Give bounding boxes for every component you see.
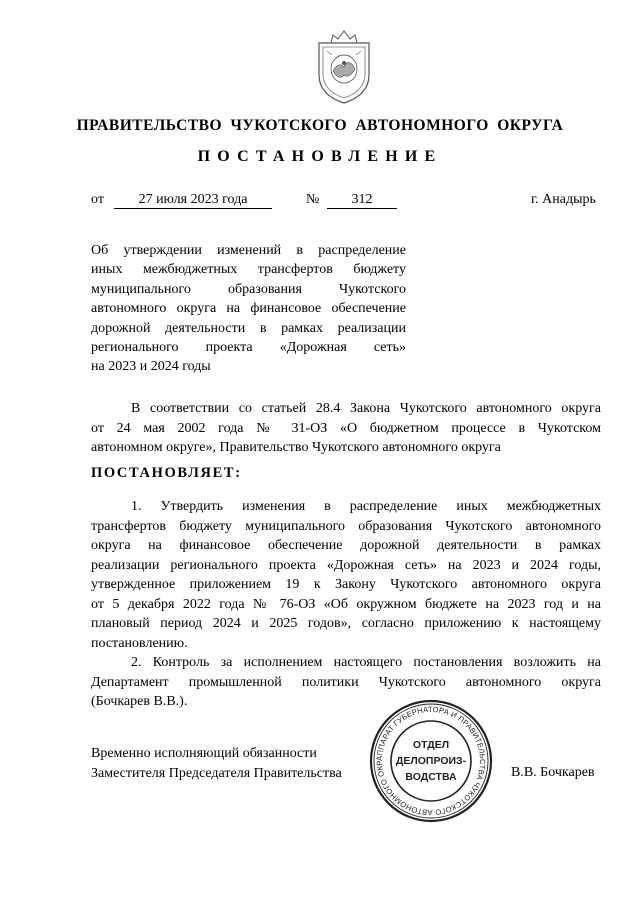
position-line: Временно исполняющий обязанности — [91, 746, 317, 761]
item-2-line: Департамент промышленной политики Чукотского автономного округа — [91, 674, 601, 690]
title-line: автономного округа на финансовое обеспечение — [91, 301, 406, 317]
title-line: иных межбюджетных трансфертов бюджету — [91, 262, 406, 278]
title-line: дорожной деятельности в рамках реализации — [91, 320, 406, 336]
item-1-line: реализации регионального проекта «Дорожная сеть» на 2023 и 2024 годы, — [91, 557, 601, 573]
date-value: 27 июля 2023 года — [114, 192, 272, 209]
signatory-position — [91, 744, 342, 784]
city: г. Анадырь — [531, 192, 596, 207]
document-number — [327, 192, 397, 209]
preamble-line: В соответствии со статьей 28.4 Закона Чукотского автономного округа — [131, 401, 601, 416]
title-line: муниципального образования Чукотского — [91, 281, 406, 297]
item-2-line: (Бочкарев В.В.). — [91, 694, 188, 709]
document-type: ПОСТАНОВЛЕНИЕ — [197, 148, 443, 165]
item-1-line: постановлению. — [91, 635, 188, 651]
title-line: на 2023 и 2024 годы — [91, 359, 211, 375]
item-2 — [91, 653, 601, 712]
title-line: Об утверждении изменений в распределение — [91, 243, 406, 258]
stamp-line: ВОДСТВА — [405, 771, 457, 783]
item-1-line: трансфертов бюджету муниципального образования Чукотского автономного — [91, 518, 601, 534]
stamp-line: ДЕЛОПРОИЗ- — [395, 755, 467, 767]
preamble-line: от 24 мая 2002 года № 31-ОЗ «О бюджетном процессе в Чукотском — [91, 420, 601, 436]
coat-of-arms-icon — [313, 27, 375, 107]
position-line: Заместителя Председателя Правительства — [91, 766, 342, 781]
number-label: № — [306, 192, 320, 207]
stamp-line: ОТДЕЛ — [412, 739, 450, 751]
item-1-line: плановый период 2024 и 2025 годов», согласно приложению к настоящему — [91, 616, 601, 631]
item-2-line: 2. Контроль за исполнением настоящего постановления возложить на — [131, 655, 601, 670]
signatory-name: В.В. Бочкарев — [511, 765, 595, 780]
preamble — [91, 399, 601, 458]
stamp-ring-text: АППАРАТ ГУБЕРНАТОРА И ПРАВИТЕЛЬСТВА ЧУКОТСКОГО АВТОНОМНОГО ОКР — [374, 704, 488, 818]
document-date — [114, 192, 272, 209]
item-1-line: округа на финансовое обеспечение дорожной деятельности в рамках — [91, 538, 601, 553]
government-name: ПРАВИТЕЛЬСТВО ЧУКОТСКОГО АВТОНОМНОГО ОКРУГА — [76, 117, 564, 134]
number-value: 312 — [327, 192, 397, 209]
title-line: регионального проекта «Дорожная сеть» — [91, 340, 406, 356]
item-1-line: от 5 декабря 2022 года № 76-ОЗ «Об окружном бюджете на 2023 год и на — [91, 596, 601, 612]
item-1-line: утвержденное приложением 19 к Закону Чукотского автономного округа — [91, 577, 601, 592]
item-1-line: 1. Утвердить изменения в распределение иных межбюджетных — [131, 499, 601, 514]
preamble-line: автономном округе», Правительство Чукотского автономного округа — [91, 440, 501, 455]
from-label: от — [91, 192, 104, 207]
office-stamp — [368, 698, 494, 824]
document-title — [91, 241, 406, 377]
resolves-heading: ПОСТАНОВЛЯЕТ: — [91, 465, 242, 481]
item-1 — [91, 497, 601, 653]
